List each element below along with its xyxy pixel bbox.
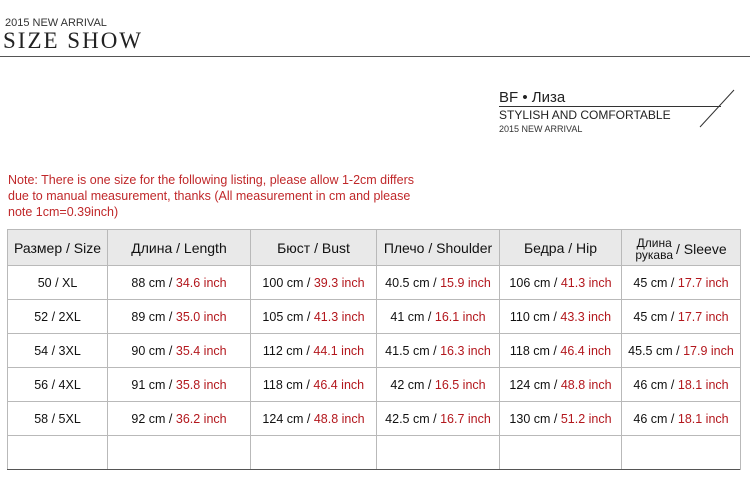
inch-value: 17.7 inch [677, 275, 729, 290]
header-divider [0, 56, 750, 57]
inch-value: 51.2 inch [560, 411, 612, 426]
cm-value: 106 cm / [509, 275, 558, 290]
length-cell [108, 334, 251, 368]
sleeve-cell [622, 402, 741, 436]
bust-cell [251, 266, 377, 300]
size-cell: 54 / 3XL [8, 334, 108, 368]
cm-value: 45.5 cm / [628, 343, 680, 358]
bust-cell [251, 368, 377, 402]
page-title: SIZE SHOW [3, 28, 144, 53]
hip-cell [500, 334, 622, 368]
cm-value: 41.5 cm / [385, 343, 437, 358]
size-cell: 56 / 4XL [8, 368, 108, 402]
cm-value: 118 cm / [509, 343, 557, 358]
cm-value: 45 cm / [633, 275, 675, 290]
cm-value: 90 cm / [131, 343, 173, 358]
table-row [8, 266, 741, 300]
inch-value: 35.0 inch [175, 309, 227, 324]
inch-value: 46.4 inch [560, 343, 612, 358]
size-cell: 52 / 2XL [8, 300, 108, 334]
cm-value: 110 cm / [509, 309, 557, 324]
inch-value: 18.1 inch [677, 411, 729, 426]
shoulder-cell [377, 266, 500, 300]
hip-cell [500, 266, 622, 300]
inch-value: 34.6 inch [175, 275, 227, 290]
cm-value: 124 cm / [262, 411, 311, 426]
empty-cell [8, 436, 108, 470]
cm-value: 124 cm / [509, 377, 558, 392]
inch-value: 16.7 inch [440, 411, 491, 426]
inch-value: 17.7 inch [677, 309, 729, 324]
column-header-bust: Бюст / Bust [251, 230, 377, 266]
inch-value: 43.3 inch [560, 309, 612, 324]
sleeve-cell [622, 300, 741, 334]
cm-value: 112 cm / [262, 343, 310, 358]
inch-value: 41.3 inch [560, 275, 612, 290]
cm-value: 89 cm / [131, 309, 173, 324]
table-row [8, 334, 741, 368]
brand-year: 2015 NEW ARRIVAL [499, 124, 583, 134]
header-subtitle: 2015 NEW ARRIVAL [5, 17, 107, 29]
sleeve-header-line2: рукава [635, 248, 674, 262]
sleeve-header-line1: Длина [636, 236, 672, 250]
inch-value: 18.1 inch [677, 377, 729, 392]
inch-value: 46.4 inch [313, 377, 365, 392]
cm-value: 45 cm / [633, 309, 675, 324]
sleeve-cell [622, 266, 741, 300]
inch-value: 39.3 inch [313, 275, 365, 290]
empty-cell [622, 436, 741, 470]
empty-cell [377, 436, 500, 470]
table-row [8, 402, 741, 436]
shoulder-cell [377, 402, 500, 436]
inch-value: 41.3 inch [313, 309, 365, 324]
table-header-row [8, 230, 741, 266]
length-cell [108, 402, 251, 436]
sleeve-cell [622, 368, 741, 402]
column-header-sleeve [622, 230, 741, 266]
brand-underline [499, 106, 721, 107]
length-cell [108, 300, 251, 334]
inch-value: 17.9 inch [683, 343, 734, 358]
table-row [8, 300, 741, 334]
cm-value: 91 cm / [131, 377, 173, 392]
cm-value: 130 cm / [509, 411, 558, 426]
shoulder-cell [377, 300, 500, 334]
sleeve-cell [622, 334, 741, 368]
cm-value: 105 cm / [262, 309, 311, 324]
hip-cell [500, 368, 622, 402]
column-header-shoulder: Плечо / Shoulder [377, 230, 500, 266]
hip-cell [500, 402, 622, 436]
inch-value: 35.8 inch [175, 377, 227, 392]
length-cell [108, 266, 251, 300]
cm-value: 46 cm / [633, 411, 675, 426]
inch-value: 36.2 inch [175, 411, 227, 426]
size-cell: 58 / 5XL [8, 402, 108, 436]
empty-cell [251, 436, 377, 470]
cm-value: 46 cm / [633, 377, 675, 392]
cm-value: 42 cm / [390, 377, 432, 392]
column-header-hip: Бедра / Hip [500, 230, 622, 266]
inch-value: 16.5 inch [434, 377, 486, 392]
inch-value: 16.1 inch [434, 309, 486, 324]
table-row [8, 368, 741, 402]
cm-value: 41 cm / [390, 309, 432, 324]
bust-cell [251, 402, 377, 436]
column-header-size: Размер / Size [8, 230, 108, 266]
shoulder-cell [377, 334, 500, 368]
brand-slash-decoration [697, 88, 737, 130]
brand-name: BF • Лиза [499, 89, 566, 106]
size-cell: 50 / XL [8, 266, 108, 300]
hip-cell [500, 300, 622, 334]
cm-value: 40.5 cm / [385, 275, 437, 290]
cm-value: 88 cm / [131, 275, 173, 290]
inch-value: 16.3 inch [440, 343, 491, 358]
inch-value: 44.1 inch [313, 343, 365, 358]
size-table-body [8, 266, 741, 470]
inch-value: 48.8 inch [560, 377, 612, 392]
cm-value: 42.5 cm / [385, 411, 437, 426]
cm-value: 118 cm / [262, 377, 310, 392]
cm-value: 100 cm / [262, 275, 311, 290]
inch-value: 15.9 inch [440, 275, 491, 290]
table-bottom-rule [7, 469, 740, 470]
size-note: Note: There is one size for the following listing, please allow 1-2cm differs due to manual measurement, thanks (All measurement in cm and please note 1cm=0.39inch) [8, 173, 414, 219]
size-table [7, 229, 741, 470]
empty-cell [500, 436, 622, 470]
brand-tagline: STYLISH AND COMFORTABLE [499, 108, 671, 122]
shoulder-cell [377, 368, 500, 402]
column-header-length: Длина / Length [108, 230, 251, 266]
bust-cell [251, 334, 377, 368]
inch-value: 35.4 inch [175, 343, 227, 358]
cm-value: 92 cm / [131, 411, 173, 426]
sleeve-header-suffix: / Sleeve [676, 241, 727, 257]
table-row-empty [8, 436, 741, 470]
bust-cell [251, 300, 377, 334]
length-cell [108, 368, 251, 402]
empty-cell [108, 436, 251, 470]
inch-value: 48.8 inch [313, 411, 365, 426]
